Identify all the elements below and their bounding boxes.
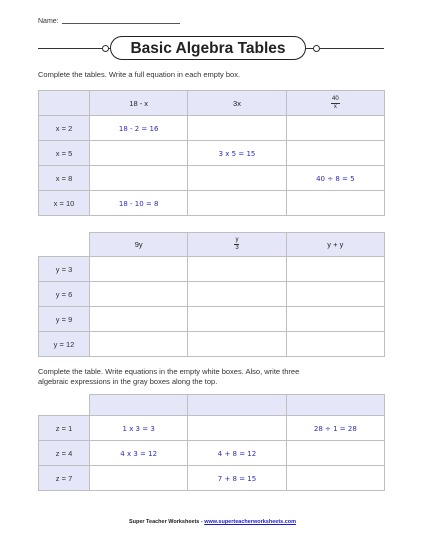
table-z — [38, 394, 385, 491]
table-row — [39, 282, 385, 307]
row-label: x = 8 — [39, 166, 90, 191]
answer-cell[interactable]: 28 ÷ 1 = 28 — [286, 416, 384, 441]
answer-cell[interactable] — [286, 441, 384, 466]
row-label: y = 6 — [39, 282, 90, 307]
table-y-header-1: 9y — [90, 233, 188, 257]
title-right-dot — [313, 45, 320, 52]
table-z-header-row — [39, 395, 385, 416]
row-label: z = 7 — [39, 466, 90, 491]
table-row — [39, 257, 385, 282]
answer-cell[interactable] — [188, 282, 286, 307]
answer-cell[interactable] — [90, 332, 188, 357]
answer-cell[interactable]: 3 x 5 = 15 — [188, 141, 286, 166]
page-title: Basic Algebra Tables — [110, 36, 306, 60]
answer-cell[interactable]: 7 + 8 = 15 — [188, 466, 286, 491]
answer-cell[interactable]: 4 x 3 = 12 — [90, 441, 188, 466]
answer-cell[interactable]: 4 + 8 = 12 — [188, 441, 286, 466]
row-label: y = 12 — [39, 332, 90, 357]
table-row — [39, 307, 385, 332]
fraction: $\frac{y}{3}$ — [235, 237, 239, 251]
answer-cell[interactable] — [188, 416, 286, 441]
table-x-header-1: 18 - x — [90, 91, 188, 116]
table3-instruction-line-1: Complete the table. Write equations in the empty white boxes. Also, write three — [38, 367, 300, 376]
footer-link[interactable]: www.superteacherworksheets.com — [204, 519, 297, 525]
answer-cell[interactable]: 1 x 3 = 3 — [90, 416, 188, 441]
table-x-header-3 — [286, 91, 384, 116]
answer-cell[interactable] — [90, 141, 188, 166]
name-field[interactable] — [62, 23, 180, 24]
answer-cell[interactable] — [286, 257, 384, 282]
table-y-header-3: y + y — [286, 233, 384, 257]
answer-cell[interactable]: 18 - 2 = 16 — [90, 116, 188, 141]
table-row — [39, 416, 385, 441]
answer-cell[interactable]: 18 - 10 = 8 — [90, 191, 188, 216]
answer-cell[interactable] — [286, 466, 384, 491]
answer-cell[interactable] — [90, 282, 188, 307]
name-label: Name: — [38, 18, 59, 25]
table3-instruction-line-2: algebraic expressions in the gray boxes along the top. — [38, 377, 218, 386]
answer-cell[interactable] — [188, 332, 286, 357]
answer-cell[interactable] — [286, 191, 384, 216]
answer-cell[interactable] — [286, 116, 384, 141]
answer-cell[interactable] — [286, 307, 384, 332]
answer-cell[interactable] — [188, 166, 286, 191]
table-x-header-row — [39, 91, 385, 116]
row-label: x = 2 — [39, 116, 90, 141]
expression-box[interactable] — [90, 395, 188, 416]
expression-box[interactable] — [286, 395, 384, 416]
table3-instruction — [38, 367, 299, 387]
footer — [0, 519, 425, 525]
footer-brand: Super Teacher Worksheets — [128, 519, 200, 525]
answer-cell[interactable] — [286, 282, 384, 307]
table-y-header-2 — [188, 233, 286, 257]
table1-instruction: Complete the tables. Write a full equation in each empty box. — [38, 70, 241, 79]
table-y-header-corner — [39, 233, 90, 257]
title-left-dot — [102, 45, 109, 52]
table-row — [39, 191, 385, 216]
row-label: x = 10 — [39, 191, 90, 216]
answer-cell[interactable] — [188, 191, 286, 216]
row-label: y = 3 — [39, 257, 90, 282]
answer-cell[interactable] — [90, 307, 188, 332]
answer-cell[interactable] — [90, 166, 188, 191]
answer-cell[interactable] — [188, 257, 286, 282]
table-y-header-row — [39, 233, 385, 257]
table-row — [39, 141, 385, 166]
answer-cell[interactable] — [90, 466, 188, 491]
table-row — [39, 166, 385, 191]
answer-cell[interactable] — [90, 257, 188, 282]
answer-cell[interactable] — [188, 116, 286, 141]
table-row — [39, 466, 385, 491]
answer-cell[interactable]: 40 ÷ 8 = 5 — [286, 166, 384, 191]
table-x-header-corner — [39, 91, 90, 116]
answer-cell[interactable] — [286, 141, 384, 166]
table-row — [39, 332, 385, 357]
row-label: x = 5 — [39, 141, 90, 166]
row-label: y = 9 — [39, 307, 90, 332]
row-label: z = 1 — [39, 416, 90, 441]
row-label: z = 4 — [39, 441, 90, 466]
table-y — [38, 232, 385, 357]
table-x-header-2: 3x — [188, 91, 286, 116]
table-row — [39, 116, 385, 141]
table-z-header-corner — [39, 395, 90, 416]
footer-separator: - — [199, 519, 205, 525]
answer-cell[interactable] — [188, 307, 286, 332]
title-banner — [38, 36, 384, 62]
fraction: $\frac{40}{x}$ — [331, 95, 339, 110]
name-row — [38, 18, 180, 25]
expression-box[interactable] — [188, 395, 286, 416]
table-row — [39, 441, 385, 466]
table-x — [38, 90, 385, 216]
answer-cell[interactable] — [286, 332, 384, 357]
